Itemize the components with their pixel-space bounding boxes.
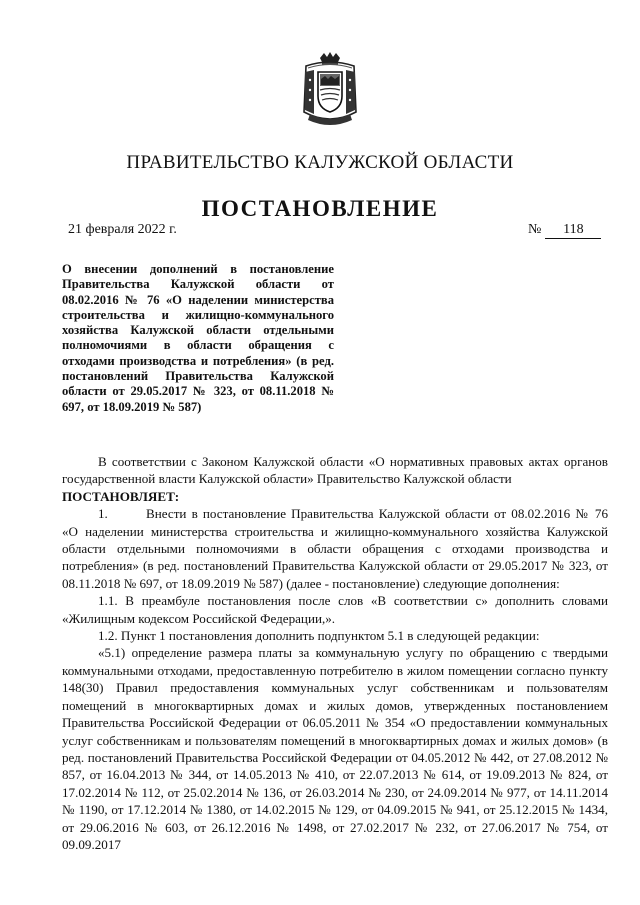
document-type-title: ПОСТАНОВЛЕНИЕ (201, 196, 439, 221)
coat-of-arms-icon (300, 52, 360, 128)
quoted-subclause-paragraph: «5.1) определение размера платы за коммунальную услугу по обращению с твердыми коммунальными отходами, предоставленную потребителю в жилом помещении согласно пункту 148(30) Правил предоставления коммунальных услуг собственникам и пользователям помещений в многоквартирных домах и жилых домов, утвержденных постановлением Правительства Российской Федерации от 06.05.2011 № 354 «О предоставлении коммунальных услуг собственникам и пользователям помещений в многоквартирных домах и жилых домов» (в ред. постановлений Правительства Российской Федерации от 04.05.2012 № 442, от 27.08.2012 № 857, от 16.04.2013 № 344, от 14.05.2013 № 410, от 22.07.2013 № 614, от 19.09.2013 № 824, от 17.02.2014 № 112, от 25.02.2014 № 136, от 26.03.2014 № 230, от 24.09.2014 № 977, от 14.11.2014 № 1190, от 17.12.2014 № 1380, от 14.02.2015 № 129, от 04.09.2015 № 941, от 25.12.2015 № 1434, от 29.06.2016 № 603, от 26.12.2016 № 1498, от 27.02.2017 № 232, от 27.06.2017 № 754, от 09.09.2017 (62, 645, 608, 852)
resolves-heading: ПОСТАНОВЛЯЕТ: (62, 488, 180, 504)
document-date: 21 февраля 2022 г. (68, 222, 177, 237)
document-number (528, 222, 601, 239)
item-1-number: 1. (98, 506, 108, 522)
document-subject: О внесении дополнений в постановление Правительства Калужской области от 08.02.2016 № 76 «О наделении министерства строительства и жилищно-коммунального хозяйства Калужской области отдельными полномочиями в области обращения с отходами производства и потребления» (в ред. постановлений Правительства Калужской области от 29.05.2017 № 323, от 08.11.2018 № 697, от 18.09.2019 № 587) (62, 262, 334, 414)
document-body (62, 453, 608, 853)
item-1-text: Внести в постановление Правительства Калужской области от 08.02.2016 № 76 «О наделении министерства строительства и жилищно-коммунального хозяйства Калужской области отдельными полномочиями в области обращения с отходами производства и потребления» (в ред. постановлений Правительства Калужской области от 29.05.2017 № 323, от 08.11.2018 № 697, от 18.09.2019 № 587) (далее - постановление) следующие дополнения: (62, 506, 608, 591)
organization-title: ПРАВИТЕЛЬСТВО КАЛУЖСКОЙ ОБЛАСТИ (126, 152, 514, 173)
number-value: 118 (545, 222, 601, 239)
item-1-2-paragraph: 1.2. Пункт 1 постановления дополнить подпунктом 5.1 в следующей редакции: (98, 628, 540, 644)
preamble-paragraph: В соответствии с Законом Калужской области «О нормативных правовых актах органов государственной власти Калужской области» Правительство Калужской области (62, 454, 608, 487)
number-sign: № (528, 222, 542, 237)
item-1-paragraph (62, 505, 608, 592)
item-1-1-paragraph: 1.1. В преамбуле постановления после слов «В соответствии с» дополнить словами «Жилищным кодексом Российской Федерации,». (62, 593, 608, 626)
